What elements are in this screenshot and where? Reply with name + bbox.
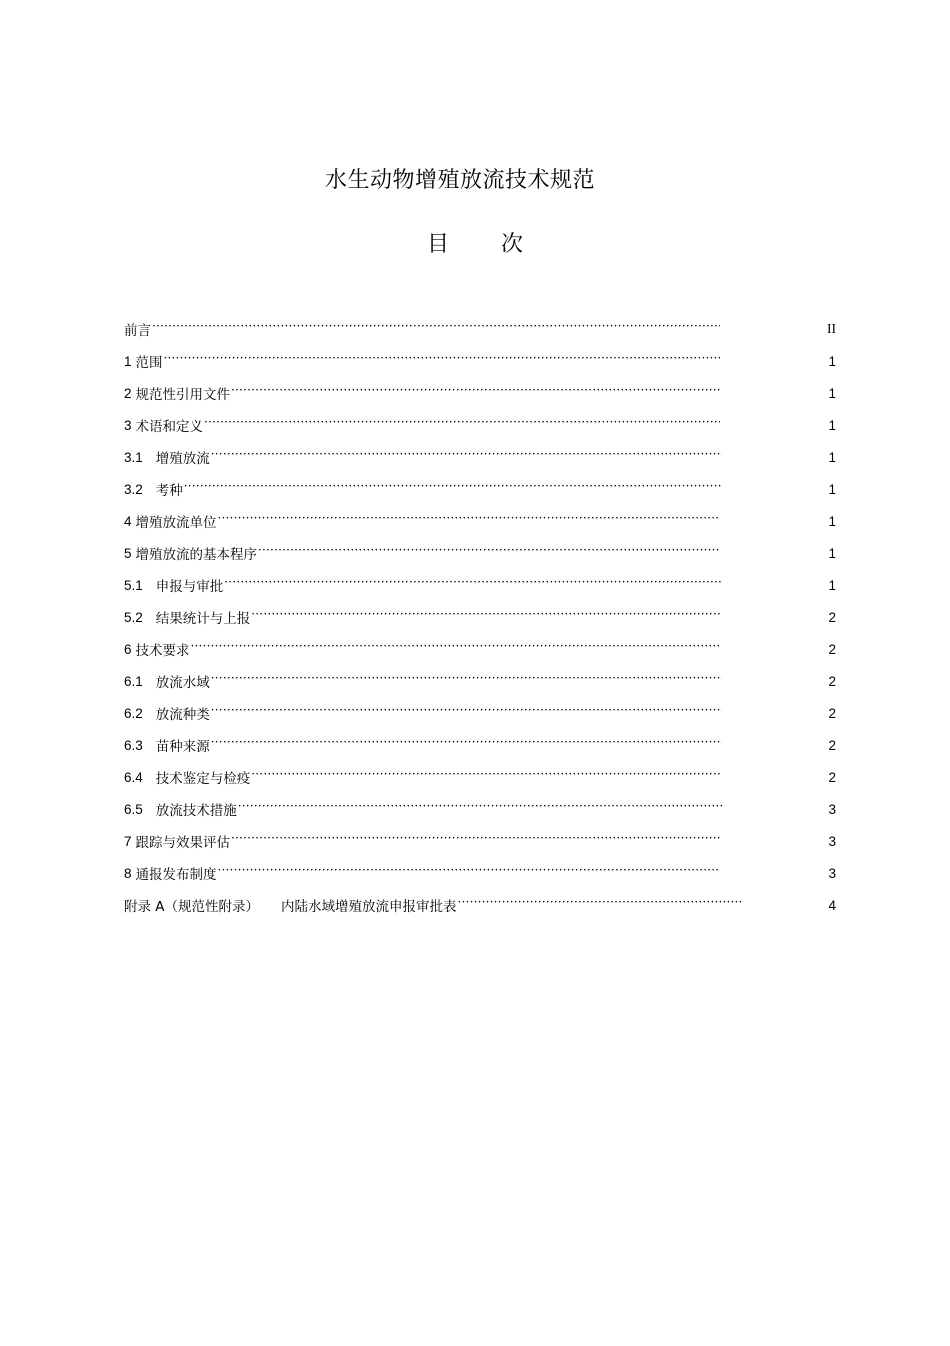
toc-entry-appendix-title: 内陆水域增殖放流申报审批表 (281, 899, 457, 915)
toc-entry-number: 3.1 (124, 449, 143, 465)
toc-entry-number: 3.2 (124, 481, 143, 497)
dot-leader (238, 802, 722, 816)
toc-entry-label: 考种 (155, 483, 183, 499)
toc-entry-label: 放流技术措施 (155, 803, 237, 819)
toc-entry-label: 技术鉴定与检疫 (155, 771, 251, 787)
toc-entry-page: 1 (828, 577, 836, 593)
dot-leader (211, 706, 722, 720)
dot-leader (218, 514, 720, 528)
toc-entry-label: 附录 A（规范性附录） (124, 899, 260, 915)
document-title: 水生动物增殖放流技术规范 (324, 168, 595, 193)
toc-entry[interactable] (124, 633, 836, 665)
toc-entry-number: 6.5 (124, 801, 143, 817)
toc-entry[interactable] (124, 505, 836, 537)
toc-entry[interactable] (124, 409, 836, 441)
toc-entry-page: 3 (828, 865, 836, 881)
toc-entry-number: 6 (124, 641, 132, 657)
toc-entry-label: 规范性引用文件 (135, 387, 231, 403)
toc-entry-page: 2 (828, 673, 836, 689)
dot-leader (258, 546, 720, 560)
toc-entry-number: 8 (124, 865, 132, 881)
toc-entry[interactable] (124, 697, 836, 729)
toc-entry-number: 5.2 (124, 609, 143, 625)
toc-entry-number: 6.3 (124, 737, 143, 753)
toc-entry-page: 1 (828, 449, 836, 465)
dot-leader (231, 386, 720, 400)
dot-leader (211, 674, 722, 688)
toc-entry-label: 增殖放流 (155, 451, 210, 467)
toc-heading (0, 227, 950, 258)
toc-entry[interactable] (124, 345, 836, 377)
toc-entry-page: 3 (828, 801, 836, 817)
toc-entry-number: 6.1 (124, 673, 143, 689)
dot-leader (251, 610, 722, 624)
toc-entry-number: 1 (124, 353, 132, 369)
toc-entry-number: 3 (124, 417, 132, 433)
toc-entry-label: 技术要求 (135, 643, 190, 659)
toc-entry-page: 2 (828, 705, 836, 721)
toc-entry-number: 7 (124, 833, 132, 849)
toc-entry-page: 3 (828, 833, 836, 849)
dot-leader (218, 866, 720, 880)
toc-entry-page: 1 (828, 353, 836, 369)
toc-entry-page: 1 (828, 481, 836, 497)
toc-entry[interactable] (124, 313, 836, 345)
toc-entry[interactable] (124, 377, 836, 409)
dot-leader (224, 578, 722, 592)
toc-entry-page: 1 (828, 417, 836, 433)
toc-entry-page: II (827, 321, 836, 336)
toc-entry-label: 放流种类 (155, 707, 210, 723)
dot-leader (164, 354, 720, 368)
toc-entry-number: 6.2 (124, 705, 143, 721)
dot-leader (458, 898, 742, 912)
toc-entry[interactable] (124, 569, 836, 601)
toc-entry-page: 2 (828, 641, 836, 657)
toc-entry[interactable] (124, 889, 836, 921)
dot-leader (191, 642, 720, 656)
toc-entry-page: 1 (828, 513, 836, 529)
toc-entry[interactable] (124, 793, 836, 825)
toc-entry-label: 跟踪与效果评估 (135, 835, 231, 851)
toc-entry[interactable] (124, 761, 836, 793)
toc-entry-label: 申报与审批 (155, 579, 224, 595)
toc-entry-page: 1 (828, 385, 836, 401)
toc-entry[interactable] (124, 825, 836, 857)
toc-heading-right: 次 (501, 232, 524, 257)
toc-entry-number: 2 (124, 385, 132, 401)
table-of-contents (124, 313, 836, 921)
toc-entry[interactable] (124, 601, 836, 633)
toc-entry-label: 增殖放流的基本程序 (135, 547, 258, 563)
toc-entry-page: 1 (828, 545, 836, 561)
toc-entry-label: 放流水域 (155, 675, 210, 691)
toc-entry-number: 6.4 (124, 769, 143, 785)
toc-entry-label: 结果统计与上报 (155, 611, 251, 627)
toc-entry-label: 苗种来源 (155, 739, 210, 755)
toc-entry-page: 2 (828, 737, 836, 753)
toc-entry-number: 4 (124, 513, 132, 529)
toc-entry[interactable] (124, 473, 836, 505)
toc-entry-label: 通报发布制度 (135, 867, 217, 883)
toc-entry[interactable] (124, 537, 836, 569)
toc-entry-label: 增殖放流单位 (135, 515, 217, 531)
toc-entry-number: 5 (124, 545, 132, 561)
dot-leader (231, 834, 720, 848)
toc-entry-label: 范围 (135, 355, 163, 371)
toc-entry-page: 2 (828, 609, 836, 625)
dot-leader (204, 418, 720, 432)
toc-entry-number: 5.1 (124, 577, 143, 593)
dot-leader (184, 482, 722, 496)
toc-entry[interactable] (124, 729, 836, 761)
toc-entry[interactable] (124, 665, 836, 697)
dot-leader (211, 738, 722, 752)
toc-entry[interactable] (124, 441, 836, 473)
toc-entry[interactable] (124, 857, 836, 889)
dot-leader (211, 450, 722, 464)
toc-entry-label: 术语和定义 (135, 419, 204, 435)
toc-entry-label: 前言 (124, 323, 151, 339)
toc-heading-left: 目 (427, 232, 450, 257)
toc-entry-page: 4 (828, 897, 836, 913)
dot-leader (152, 322, 720, 336)
dot-leader (251, 770, 722, 784)
toc-entry-page: 2 (828, 769, 836, 785)
